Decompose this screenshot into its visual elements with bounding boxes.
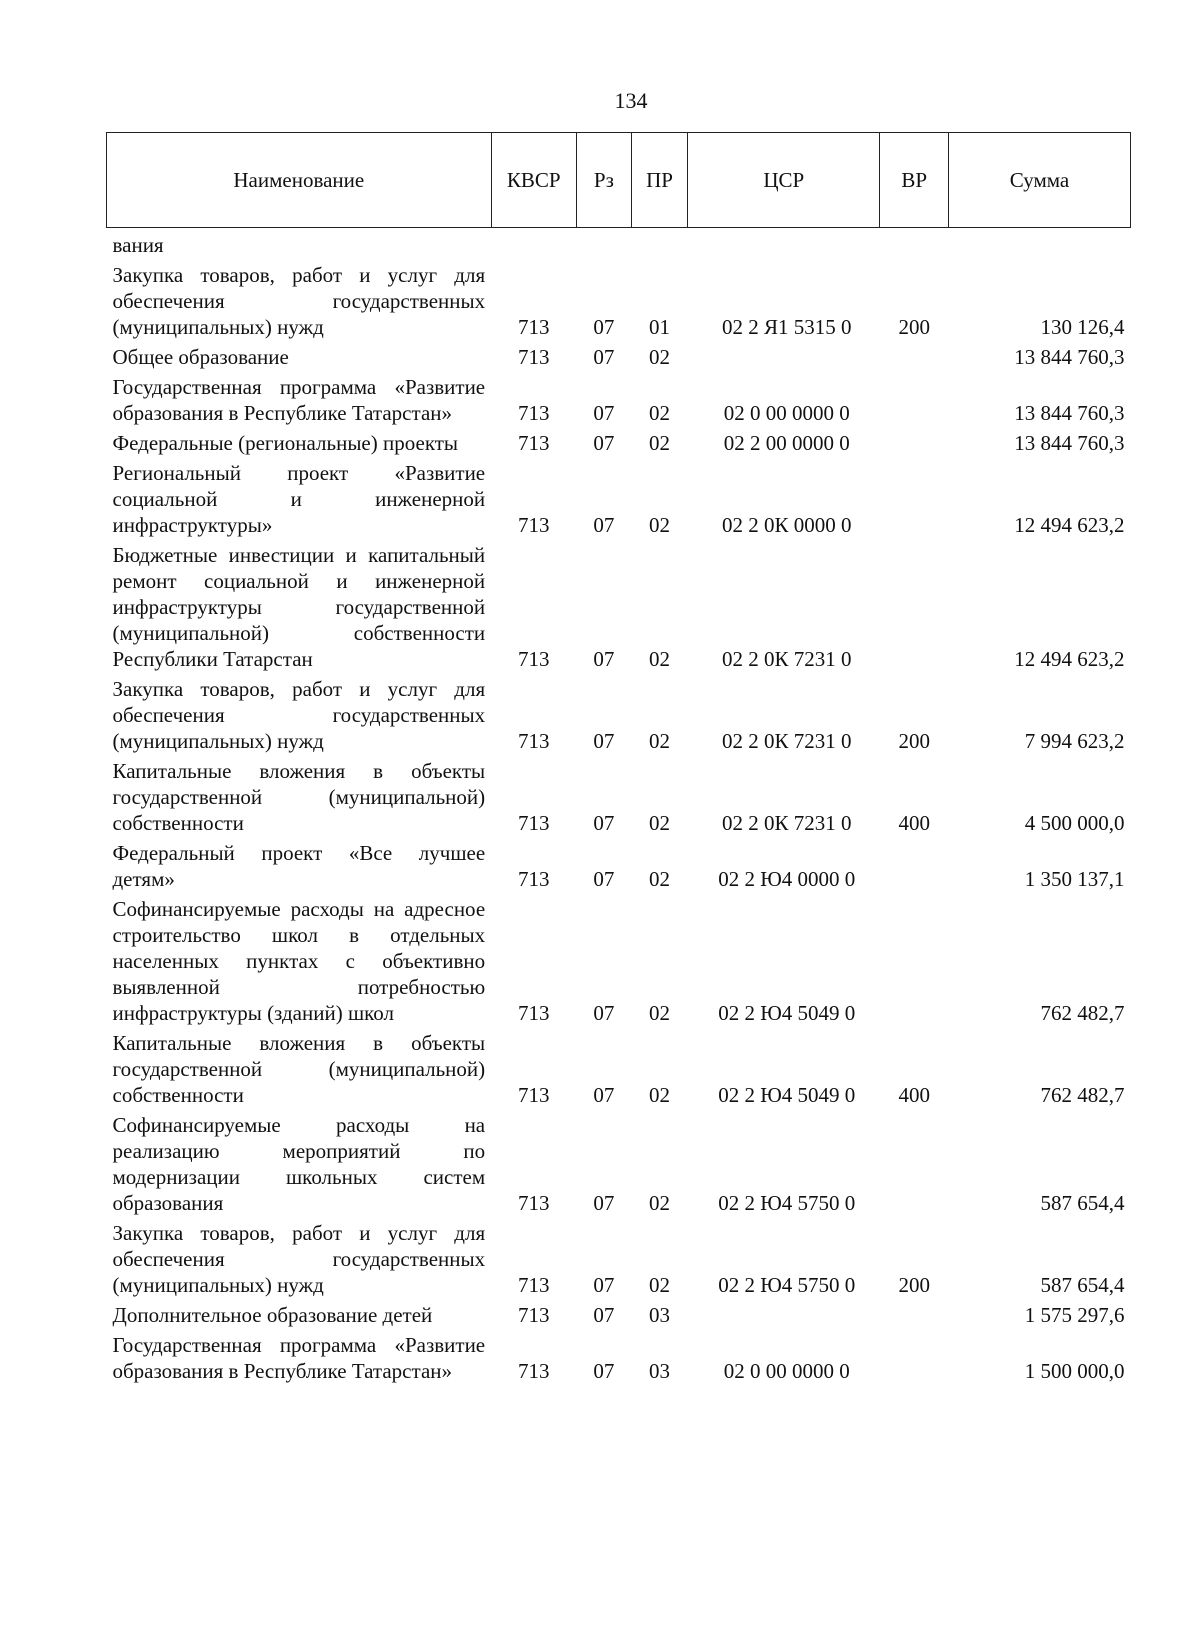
cell-kvsr [491, 228, 576, 259]
cell-rz: 07 [593, 1001, 615, 1025]
cell-name: Капитальные вложения в объекты государственной (муниципальной) собственности [112, 759, 486, 835]
cell-csr [688, 340, 880, 370]
cell-vr [880, 228, 949, 259]
cell-sum: 13 844 760,3 [1014, 431, 1125, 455]
cell-vr: 400 [898, 1083, 930, 1107]
cell-kvsr: 713 [518, 647, 550, 671]
cell-sum: 1 575 297,6 [1024, 1303, 1125, 1327]
cell-name: вания [112, 233, 164, 257]
table-row [107, 456, 1131, 538]
cell-vr [880, 1328, 949, 1384]
cell-pr: 01 [649, 315, 671, 339]
cell-name: Государственная программа «Развитие образования в Республике Татарстан» [112, 1333, 486, 1383]
cell-csr: 02 2 Ю4 5049 0 [718, 1083, 856, 1107]
cell-vr [880, 426, 949, 456]
cell-kvsr: 713 [518, 1001, 550, 1025]
column-header-name: Наименование [107, 133, 492, 228]
cell-kvsr: 713 [518, 401, 550, 425]
cell-csr: 02 2 0К 7231 0 [721, 811, 852, 835]
cell-csr: 02 2 Я1 5315 0 [721, 315, 852, 339]
cell-pr [631, 228, 687, 259]
cell-sum: 4 500 000,0 [1024, 811, 1125, 835]
cell-name: Закупка товаров, работ и услуг для обеспечения государственных (муниципальных) нужд [112, 263, 486, 339]
cell-csr [688, 1298, 880, 1328]
cell-pr: 02 [649, 513, 671, 537]
cell-csr: 02 2 00 0000 0 [723, 431, 850, 455]
cell-sum: 762 482,7 [1040, 1001, 1125, 1025]
cell-pr: 03 [649, 1303, 671, 1327]
cell-sum: 12 494 623,2 [1014, 647, 1125, 671]
cell-kvsr: 713 [518, 1191, 550, 1215]
cell-kvsr: 713 [518, 811, 550, 835]
cell-kvsr: 713 [518, 315, 550, 339]
column-header-rz: Рз [576, 133, 631, 228]
cell-name: Федеральные (региональные) проекты [112, 431, 459, 455]
cell-sum: 1 500 000,0 [1024, 1359, 1125, 1383]
cell-vr [880, 538, 949, 672]
cell-pr: 02 [649, 1191, 671, 1215]
cell-vr [880, 1108, 949, 1216]
cell-rz [576, 228, 631, 259]
cell-csr: 02 2 0К 0000 0 [721, 513, 852, 537]
cell-name: Софинансируемые расходы на адресное строительство школ в отдельных населенных пунктах с объективно выявленной потребностью инфраструктуры (зданий) школ [112, 897, 486, 1025]
cell-kvsr: 713 [518, 729, 550, 753]
cell-rz: 07 [593, 1359, 615, 1383]
cell-rz: 07 [593, 1303, 615, 1327]
cell-kvsr: 713 [518, 1083, 550, 1107]
cell-vr [880, 340, 949, 370]
column-header-kvsr: КВСР [491, 133, 576, 228]
cell-vr: 200 [898, 729, 930, 753]
cell-rz: 07 [593, 1083, 615, 1107]
cell-kvsr: 713 [518, 867, 550, 891]
table-row [107, 1328, 1131, 1384]
cell-pr: 02 [649, 431, 671, 455]
cell-name: Софинансируемые расходы на реализацию мероприятий по модернизации школьных систем образования [112, 1113, 486, 1215]
cell-rz: 07 [593, 431, 615, 455]
cell-pr: 02 [649, 1083, 671, 1107]
cell-vr: 200 [898, 315, 930, 339]
cell-csr: 02 2 0К 7231 0 [721, 647, 852, 671]
cell-vr [880, 836, 949, 892]
cell-rz: 07 [593, 401, 615, 425]
cell-vr [880, 370, 949, 426]
table-row [107, 1026, 1131, 1108]
cell-name: Дополнительное образование детей [112, 1303, 433, 1327]
cell-name: Бюджетные инвестиции и капитальный ремонт социальной и инженерной инфраструктуры государственной (муниципальной) собственности Республики Татарстан [112, 543, 486, 671]
cell-rz: 07 [593, 345, 615, 369]
table-row [107, 1108, 1131, 1216]
cell-pr: 02 [649, 729, 671, 753]
table-header-row [107, 133, 1131, 228]
cell-csr: 02 2 Ю4 5750 0 [718, 1191, 856, 1215]
cell-pr: 02 [649, 345, 671, 369]
table-row [107, 258, 1131, 340]
cell-pr: 03 [649, 1359, 671, 1383]
table-row [107, 538, 1131, 672]
page-number: 134 [614, 88, 648, 113]
cell-pr: 02 [649, 1001, 671, 1025]
cell-rz: 07 [593, 811, 615, 835]
cell-vr: 400 [898, 811, 930, 835]
cell-pr: 02 [649, 1273, 671, 1297]
table-row [107, 340, 1131, 370]
cell-rz: 07 [593, 729, 615, 753]
cell-kvsr: 713 [518, 1359, 550, 1383]
cell-rz: 07 [593, 513, 615, 537]
cell-vr [880, 892, 949, 1026]
table-body [107, 228, 1131, 1385]
cell-sum: 13 844 760,3 [1014, 401, 1125, 425]
cell-sum [949, 228, 1131, 259]
cell-vr [880, 1298, 949, 1328]
cell-csr [688, 228, 880, 259]
cell-kvsr: 713 [518, 345, 550, 369]
cell-sum: 1 350 137,1 [1024, 867, 1125, 891]
cell-pr: 02 [649, 811, 671, 835]
cell-rz: 07 [593, 647, 615, 671]
cell-name: Закупка товаров, работ и услуг для обеспечения государственных (муниципальных) нужд [112, 677, 486, 753]
column-header-csr: ЦСР [688, 133, 880, 228]
table-row [107, 1298, 1131, 1328]
cell-sum: 12 494 623,2 [1014, 513, 1125, 537]
budget-table [106, 132, 1131, 1384]
cell-name: Государственная программа «Развитие образования в Республике Татарстан» [112, 375, 486, 425]
cell-kvsr: 713 [518, 431, 550, 455]
table-row [107, 1216, 1131, 1298]
cell-csr: 02 0 00 0000 0 [723, 401, 850, 425]
cell-rz: 07 [593, 1191, 615, 1215]
cell-csr: 02 0 00 0000 0 [723, 1359, 850, 1383]
cell-pr: 02 [649, 401, 671, 425]
table-row [107, 426, 1131, 456]
table-row [107, 672, 1131, 754]
cell-sum: 587 654,4 [1040, 1191, 1125, 1215]
cell-csr: 02 2 0К 7231 0 [721, 729, 852, 753]
table-row [107, 370, 1131, 426]
cell-csr: 02 2 Ю4 5750 0 [718, 1273, 856, 1297]
cell-kvsr: 713 [518, 513, 550, 537]
cell-pr: 02 [649, 647, 671, 671]
cell-name: Закупка товаров, работ и услуг для обеспечения государственных (муниципальных) нужд [112, 1221, 486, 1297]
table-row [107, 754, 1131, 836]
column-header-vr: ВР [880, 133, 949, 228]
cell-kvsr: 713 [518, 1303, 550, 1327]
column-header-pr: ПР [631, 133, 687, 228]
cell-csr: 02 2 Ю4 0000 0 [718, 867, 856, 891]
cell-name: Общее образование [112, 345, 289, 369]
cell-sum: 762 482,7 [1040, 1083, 1125, 1107]
cell-vr: 200 [898, 1273, 930, 1297]
cell-name: Региональный проект «Развитие социальной и инженерной инфраструктуры» [112, 461, 486, 537]
column-header-sum: Сумма [949, 133, 1131, 228]
cell-sum: 587 654,4 [1040, 1273, 1125, 1297]
cell-pr: 02 [649, 867, 671, 891]
cell-name: Капитальные вложения в объекты государственной (муниципальной) собственности [112, 1031, 486, 1107]
table-row [107, 228, 1131, 259]
cell-sum: 7 994 623,2 [1024, 729, 1125, 753]
cell-kvsr: 713 [518, 1273, 550, 1297]
table-row [107, 892, 1131, 1026]
cell-sum: 130 126,4 [1040, 315, 1125, 339]
cell-sum: 13 844 760,3 [1014, 345, 1125, 369]
cell-rz: 07 [593, 315, 615, 339]
cell-rz: 07 [593, 867, 615, 891]
cell-rz: 07 [593, 1273, 615, 1297]
cell-csr: 02 2 Ю4 5049 0 [718, 1001, 856, 1025]
table-row [107, 836, 1131, 892]
cell-name: Федеральный проект «Все лучшее детям» [112, 841, 486, 891]
cell-vr [880, 456, 949, 538]
